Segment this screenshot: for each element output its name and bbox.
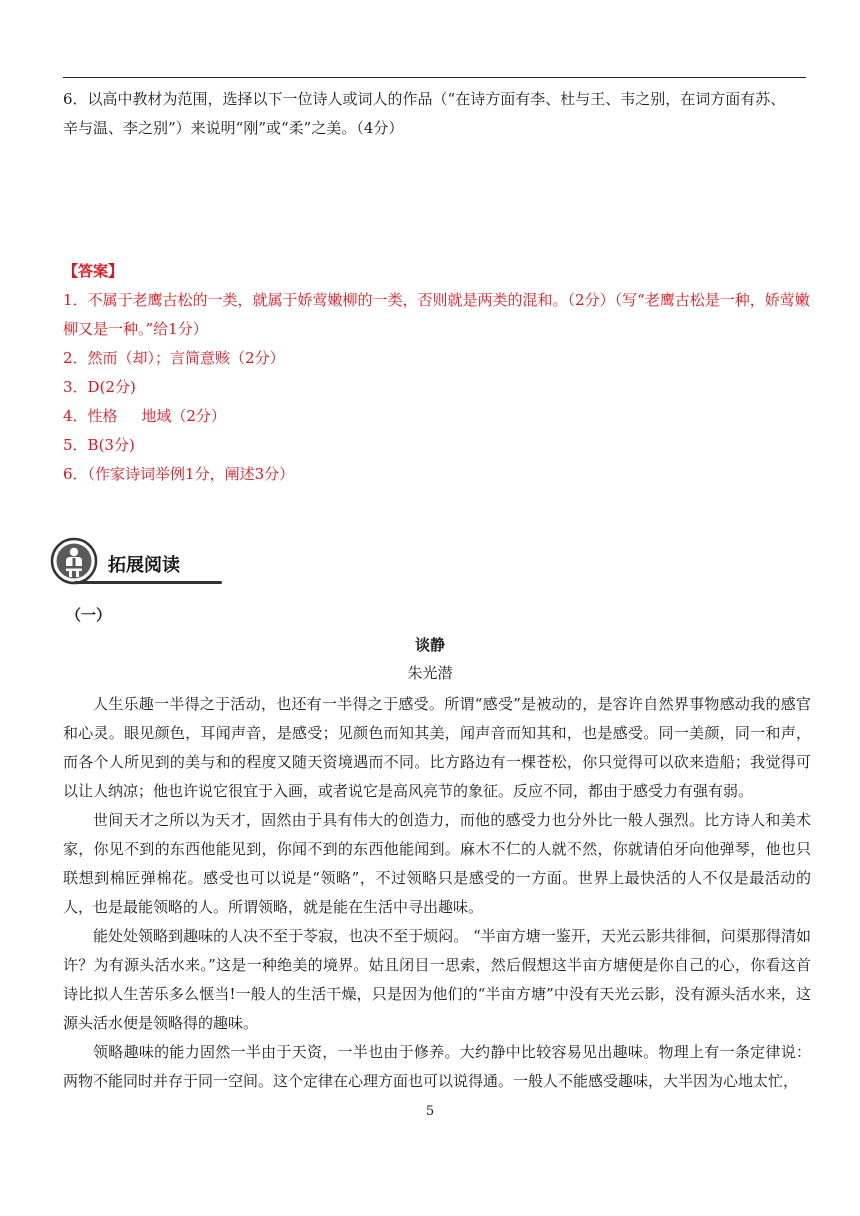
section-title: 拓展阅读 bbox=[108, 555, 180, 576]
page-number: 5 bbox=[425, 1104, 435, 1119]
answer-item-2: 2．然而（却）；言简意赅（2分） bbox=[63, 349, 285, 367]
article-paragraph-1: 人生乐趣一半得之于活动，也还有一半得之于感受。所谓“感受”是被动的，是容许自然界事物感动我的感官和心灵。眼见颜色，耳闻声音，是感受；见颜色而知其美，闻声音而知其和，也是感受。同一美颜，同一和声，而各个人所见到的美与和的程度又随天资境遇而不同。比方路边有一棵苍松，你只觉得可以砍来造船；我觉得可以让人纳凉；他也许说它很宜于入画，或者说它是高风亮节的象征。反应不同，都由于感受力有强有弱。 bbox=[63, 695, 811, 800]
section-underline bbox=[74, 581, 222, 584]
reader-person-icon bbox=[50, 537, 98, 585]
header-rule bbox=[63, 77, 806, 78]
article-paragraph-3: 能处处领略到趣味的人决不至于苓寂，也决不至于烦闷。 “半亩方塘一鉴开，天光云影共徘徊，问渠那得清如许？为有源头活水来。”这是一种绝美的境界。姑且闭目一思索，然后假想这半亩方塘便是你自己的心，你看这首诗比拟人生苦乐多么惬当!一般人的生活干燥，只是因为他们的“半亩方塘”中没有天光云影，没有源头活水来，这源头活水便是领略得的趣味。 bbox=[63, 927, 811, 1032]
article-author: 朱光潜 bbox=[407, 664, 453, 682]
answer-section bbox=[63, 257, 811, 489]
article-paragraph-4: 领略趣味的能力固然一半由于天资，一半也由于修养。大约静中比较容易见出趣味。物理上有一条定律说：两物不能同时并存于同一空间。这个定律在心理方面也可以说得通。一般人不能感受趣味，大半因为心地太忙， bbox=[63, 1043, 811, 1090]
article-title: 谈静 bbox=[414, 636, 445, 654]
part-label: （一） bbox=[66, 606, 112, 624]
question-6 bbox=[63, 85, 811, 143]
answer-item-4: 4．性格 地域（2分） bbox=[63, 407, 226, 425]
section-header bbox=[50, 537, 310, 587]
question-6-line-1: 6．以高中教材为范围，选择以下一位诗人或词人的作品（“在诗方面有李、杜与王、韦之别，在词方面有苏、 bbox=[63, 90, 786, 108]
answer-item-3: 3．D(2分) bbox=[63, 378, 136, 396]
answer-heading: 【答案】 bbox=[63, 262, 124, 280]
article-paragraph-2: 世间天才之所以为天才，固然由于具有伟大的创造力，而他的感受力也分外比一般人强烈。比方诗人和美术家，你见不到的东西他能见到，你闻不到的东西他能闻到。麻木不仁的人就不然，你就请伯牙向他弹琴，他也只联想到棉匠弹棉花。感受也可以说是“领略”，不过领略只是感受的一方面。世界上最快活的人不仅是最活动的人，也是最能领略的人。所谓领略，就是能在生活中寻出趣味。 bbox=[63, 811, 811, 916]
article-body bbox=[63, 690, 811, 1096]
question-6-line-2: 辛与温、李之别”）来说明“刚”或“柔”之美。（4分） bbox=[63, 119, 404, 137]
answer-item-5: 5．B(3分) bbox=[63, 436, 135, 454]
answer-item-1: 1．不属于老鹰古松的一类，就属于娇莺嫩柳的一类，否则就是两类的混和。（2分）（写“老鹰古松是一种，娇莺嫩柳又是一种。”给1分） bbox=[63, 291, 810, 338]
answer-item-6: 6．（作家诗词举例1分，阐述3分） bbox=[63, 465, 295, 483]
